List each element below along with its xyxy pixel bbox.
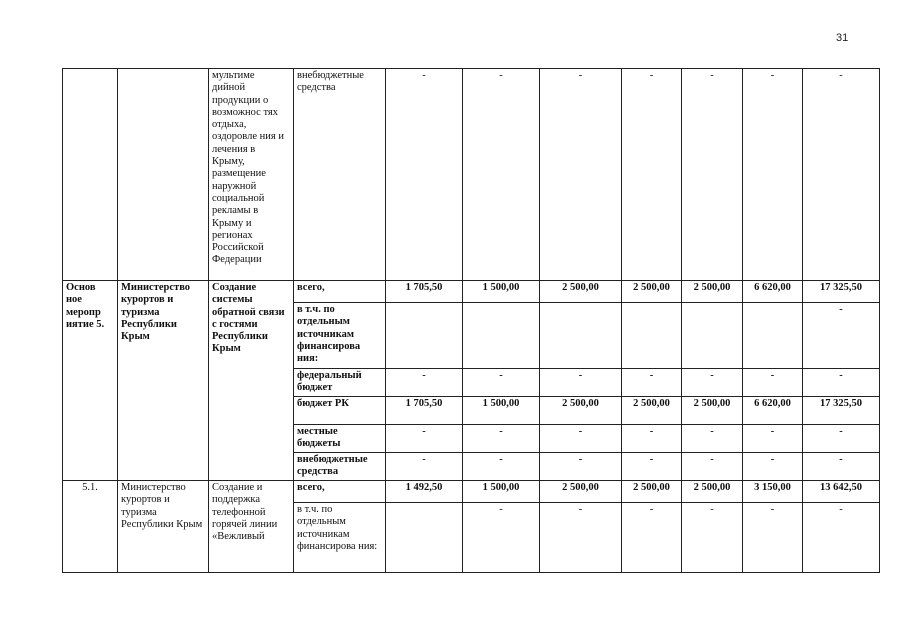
cell-value: 1 705,50 [386, 281, 463, 303]
cell-value: - [622, 453, 682, 481]
cell-value: - [743, 453, 803, 481]
cell-value: - [386, 69, 463, 281]
cell-executor: Министерство курортов и туризма Республики Крым [118, 281, 209, 481]
cell-funding-source: местные бюджеты [294, 425, 386, 453]
cell-value: - [622, 69, 682, 281]
cell-value: - [540, 425, 622, 453]
cell-funding-source: всего, [294, 281, 386, 303]
cell-value: - [540, 69, 622, 281]
cell-value: - [463, 503, 540, 573]
cell-executor: Министерство курортов и туризма Республики Крым [118, 481, 209, 573]
cell-value: - [682, 369, 743, 397]
cell-value: 2 500,00 [682, 481, 743, 503]
cell-empty [682, 303, 743, 369]
cell-value: - [540, 453, 622, 481]
cell-value: - [682, 425, 743, 453]
cell-value: - [622, 503, 682, 573]
cell-value: - [743, 425, 803, 453]
cell-value: - [540, 369, 622, 397]
cell-value: - [743, 69, 803, 281]
cell-value: - [803, 453, 880, 481]
cell-value: - [682, 503, 743, 573]
cell-activity-label: Основ ное меропр иятие 5. [63, 281, 118, 481]
cell-funding-source: всего, [294, 481, 386, 503]
cell-value: - [463, 369, 540, 397]
cell-value: - [682, 453, 743, 481]
cell-value: 6 620,00 [743, 281, 803, 303]
cell-empty [386, 503, 463, 573]
cell-value: - [463, 453, 540, 481]
cell-empty [63, 69, 118, 281]
cell-activity-name: Создание системы обратной связи с гостями Республики Крым [209, 281, 294, 481]
cell-value: 1 500,00 [463, 481, 540, 503]
cell-value: 2 500,00 [682, 397, 743, 425]
cell-empty [540, 303, 622, 369]
page-number: 31 [836, 32, 849, 44]
budget-table-wrapper [62, 68, 880, 573]
cell-value: 2 500,00 [682, 281, 743, 303]
cell-empty [386, 303, 463, 369]
cell-value: - [803, 303, 880, 369]
cell-value: 2 500,00 [622, 481, 682, 503]
cell-funding-source: в т.ч. по отдельным источникам финансирова ния: [294, 303, 386, 369]
cell-value: 2 500,00 [540, 481, 622, 503]
cell-funding-source: внебюджетные средства [294, 69, 386, 281]
cell-value: - [743, 369, 803, 397]
cell-value: 2 500,00 [622, 281, 682, 303]
table-row-m5-total [63, 281, 880, 303]
cell-value: - [803, 503, 880, 573]
cell-value: 2 500,00 [540, 281, 622, 303]
cell-funding-source: внебюджетные средства [294, 453, 386, 481]
cell-activity-name: Создание и поддержка телефонной горячей линии «Вежливый [209, 481, 294, 573]
table-row-prev-offbudget [63, 69, 880, 281]
cell-value: - [386, 453, 463, 481]
cell-value: - [386, 425, 463, 453]
cell-value: - [622, 369, 682, 397]
cell-value: 2 500,00 [622, 397, 682, 425]
cell-value: 17 325,50 [803, 281, 880, 303]
cell-value: - [803, 369, 880, 397]
cell-value: 1 492,50 [386, 481, 463, 503]
cell-value: - [803, 69, 880, 281]
cell-value: 17 325,50 [803, 397, 880, 425]
cell-activity-name: мультиме дийной продукции о возможнос тях отдыха, оздоровле ния и лечения в Крыму, размещение наружной социальной рекламы в Крыму и регионах Российской Федерации [209, 69, 294, 281]
cell-value: - [682, 69, 743, 281]
table-row-s51-total [63, 481, 880, 503]
cell-value: 6 620,00 [743, 397, 803, 425]
cell-value: 1 705,50 [386, 397, 463, 425]
cell-empty [118, 69, 209, 281]
cell-empty [463, 303, 540, 369]
budget-table [62, 68, 880, 573]
cell-value: - [386, 369, 463, 397]
cell-value: - [463, 69, 540, 281]
cell-value: 1 500,00 [463, 281, 540, 303]
cell-value: - [622, 425, 682, 453]
cell-empty [622, 303, 682, 369]
cell-value: - [463, 425, 540, 453]
cell-value: 1 500,00 [463, 397, 540, 425]
cell-value: - [540, 503, 622, 573]
cell-value: 2 500,00 [540, 397, 622, 425]
cell-empty [743, 303, 803, 369]
cell-funding-source: бюджет РК [294, 397, 386, 425]
cell-value: 13 642,50 [803, 481, 880, 503]
cell-activity-label: 5.1. [63, 481, 118, 573]
cell-value: 3 150,00 [743, 481, 803, 503]
cell-funding-source: в т.ч. по отдельным источникам финансирова ния: [294, 503, 386, 573]
cell-value: - [743, 503, 803, 573]
cell-funding-source: федеральный бюджет [294, 369, 386, 397]
cell-value: - [803, 425, 880, 453]
